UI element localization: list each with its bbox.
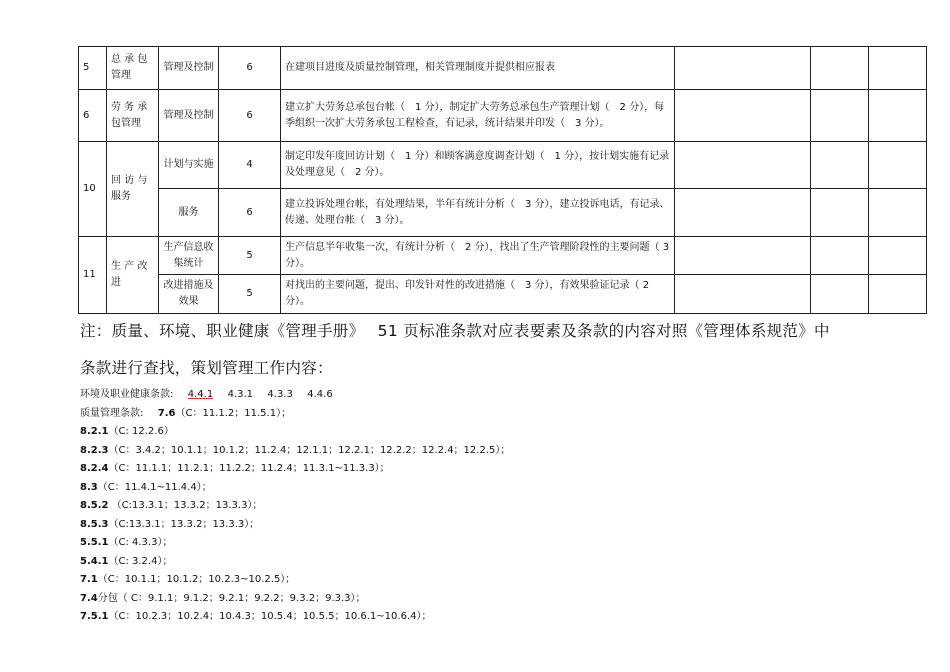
- row-subitem: 计划与实施: [159, 142, 219, 189]
- clause-refs: （C：3.4.2；10.1.1；10.1.2；11.2.4；12.1.1；12.2.1；12.2.2；12.2.4；12.2.5）；: [108, 444, 511, 456]
- row-score: 5: [219, 237, 281, 275]
- table-row: [79, 142, 927, 189]
- table-row: [79, 47, 927, 90]
- empty-cell: [811, 142, 869, 189]
- env-clause-item: 4.3.1: [227, 389, 254, 400]
- clause-refs: （C: 12.2.6）: [108, 426, 174, 437]
- empty-cell: [675, 47, 811, 90]
- clause-code: 5.5.1: [80, 537, 109, 548]
- table-row: [79, 275, 927, 314]
- clause-line: [80, 479, 510, 498]
- env-clause-item: 4.3.3: [267, 389, 293, 400]
- row-subitem: 管理及控制: [159, 47, 219, 90]
- table-row: [79, 237, 927, 275]
- clause-code: 7.6: [157, 407, 176, 419]
- quality-clauses-line: [80, 405, 510, 424]
- empty-cell: [811, 237, 869, 275]
- row-category: 劳 务 承 包管理: [107, 90, 159, 142]
- clause-refs: （C：11.4.1~11.4.4）；: [97, 481, 212, 493]
- empty-cell: [675, 90, 811, 142]
- clause-line: [80, 460, 510, 479]
- clause-code: 8.2.1: [80, 426, 109, 437]
- row-standard: 生产信息半年收集一次，有统计分析（ 2 分），找出了生产管理阶段性的主要问题（ 3 分）。: [281, 237, 675, 275]
- clause-refs: （C:13.3.1；13.3.2；13.3.3）；: [108, 500, 263, 511]
- row-category: 生 产 改 进: [107, 237, 159, 314]
- clause-line: [80, 423, 510, 442]
- clause-code: 7.5.1: [80, 611, 109, 622]
- row-standard: 对找出的主要问题，提出、印发针对性的改进措施（ 3 分），有效果验证记录（ 2 分）。: [281, 275, 675, 314]
- row-number: 10: [79, 142, 107, 237]
- empty-cell: [675, 275, 811, 314]
- row-score: 6: [219, 90, 281, 142]
- row-subitem: 管理及控制: [159, 90, 219, 142]
- clause-code: 8.2.3: [80, 444, 109, 456]
- row-score: 4: [219, 142, 281, 189]
- clause-code: 8.2.4: [80, 463, 109, 474]
- empty-cell: [811, 275, 869, 314]
- empty-cell: [675, 237, 811, 275]
- env-clauses-label: 环境及职业健康条款:: [80, 389, 174, 400]
- clause-refs: 分包（ C：9.1.1；9.1.2；9.2.1；9.2.2；9.3.2；9.3.3）；: [97, 592, 366, 604]
- row-subitem: 生产信息收集统计: [159, 237, 219, 275]
- empty-cell: [811, 189, 869, 237]
- row-standard: 在建项目进度及质量控制管理，相关管理制度并提供相应报表: [281, 47, 675, 90]
- clause-code: 8.5.2: [80, 500, 109, 511]
- empty-cell: [811, 90, 869, 142]
- row-category: 总 承 包 管理: [107, 47, 159, 90]
- empty-cell: [869, 142, 927, 189]
- row-standard: 建立扩大劳务总承包台帐（ 1 分），制定扩大劳务总承包生产管理计划（ 2 分），每季组织一次扩大劳务承包工程检查，有记录，统计结果并印发（ 3 分）。: [281, 90, 675, 142]
- row-subitem: 改进措施及效果: [159, 275, 219, 314]
- clause-line: [80, 590, 510, 609]
- clause-line: [80, 516, 510, 535]
- empty-cell: [869, 90, 927, 142]
- empty-cell: [869, 237, 927, 275]
- clause-list: [80, 386, 510, 627]
- clause-line: [80, 608, 510, 627]
- env-clauses-line: [80, 386, 510, 405]
- clause-refs: （C：10.2.3；10.2.4；10.4.3；10.5.4；10.5.5；10.6.1~10.6.4）；: [108, 611, 432, 622]
- row-standard: 制定印发年度回访计划（ 1 分）和顾客满意度调查计划（ 1 分），按计划实施有记录及处理意见（ 2 分）。: [281, 142, 675, 189]
- clause-code: 5.4.1: [80, 555, 109, 567]
- empty-cell: [675, 189, 811, 237]
- table-row: [79, 90, 927, 142]
- clause-line: [80, 442, 510, 461]
- clause-code: 7.4: [80, 592, 98, 604]
- clause-line: [80, 553, 510, 572]
- row-number: 5: [79, 47, 107, 90]
- note-line-2: 条款进行查找，策划管理工作内容：: [80, 359, 333, 377]
- note-line-1: 注：质量、环境、职业健康《管理手册》 51 页标准条款对应表要素及条款的内容对照《管理体系规范》中: [80, 322, 830, 340]
- row-number: 11: [79, 237, 107, 314]
- clause-refs: （C:13.3.1；13.3.2；13.3.3）；: [108, 518, 260, 530]
- row-score: 5: [219, 275, 281, 314]
- empty-cell: [675, 142, 811, 189]
- clause-refs: （C: 3.2.4）；: [108, 555, 173, 567]
- env-clause-item: 4.4.6: [307, 389, 333, 400]
- empty-cell: [869, 47, 927, 90]
- clause-refs: （C：10.1.1；10.1.2；10.2.3~10.2.5）；: [97, 574, 296, 585]
- evaluation-table: [78, 46, 927, 314]
- empty-cell: [869, 275, 927, 314]
- clause-line: [80, 571, 510, 590]
- clause-line: [80, 497, 510, 516]
- row-standard: 建立投诉处理台帐，有处理结果，半年有统计分析（ 3 分），建立投诉电话，有记录、传递、处理台帐（ 3 分）。: [281, 189, 675, 237]
- clause-code: 8.5.3: [80, 518, 109, 530]
- clause-line: [80, 534, 510, 553]
- row-score: 6: [219, 47, 281, 90]
- row-category: 回 访 与 服务: [107, 142, 159, 237]
- row-score: 6: [219, 189, 281, 237]
- quality-clauses-label: 质量管理条款:: [80, 407, 144, 419]
- clause-code: 7.1: [80, 574, 98, 585]
- clause-refs: （C：11.1.2；11.5.1）；: [175, 407, 292, 419]
- clause-refs: （C：11.1.1；11.2.1；11.2.2；11.2.4；11.3.1~11.3.3）；: [108, 463, 390, 474]
- table-row: [79, 189, 927, 237]
- row-subitem: 服务: [159, 189, 219, 237]
- env-clause-item: 4.4.1: [187, 389, 214, 400]
- empty-cell: [811, 47, 869, 90]
- row-number: 6: [79, 90, 107, 142]
- empty-cell: [869, 189, 927, 237]
- clause-code: 8.3: [80, 481, 98, 493]
- clause-refs: （C: 4.3.3）；: [108, 537, 173, 548]
